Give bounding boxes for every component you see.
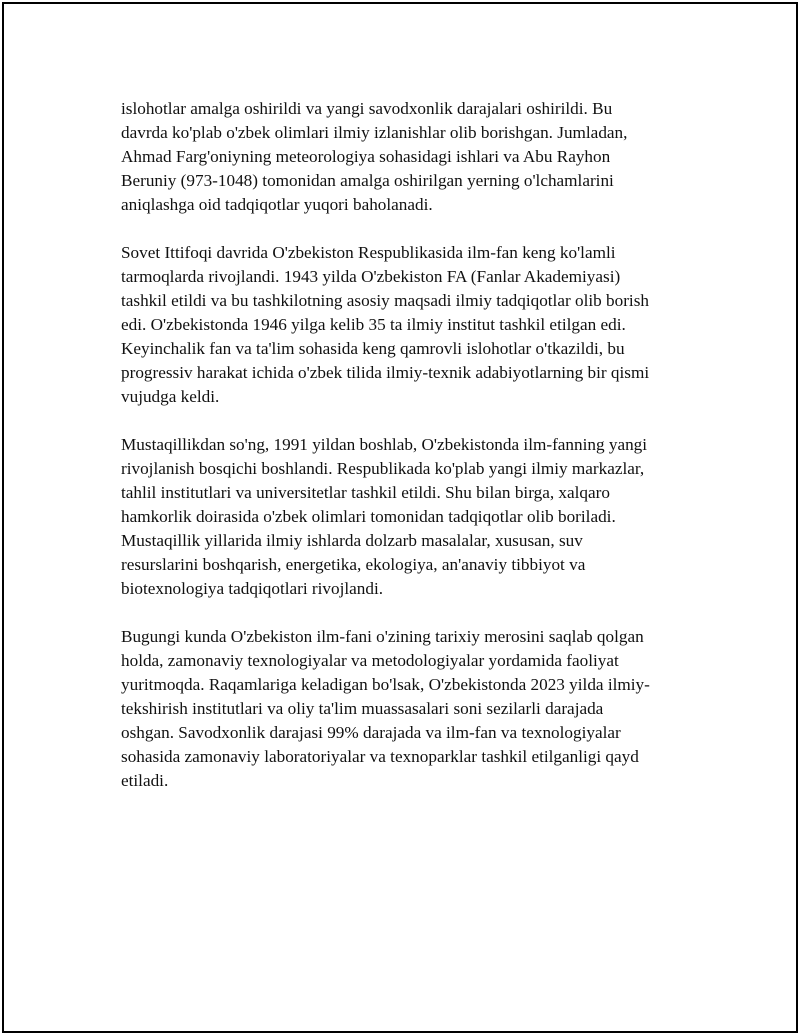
paragraph-4: Bugungi kunda O'zbekiston ilm-fani o'zining tarixiy merosini saqlab qolgan holda, zamonaviy texnologiyalar va metodologiyalar yordamida faoliyat yuritmoqda. Raqamlariga keladigan bo'lsak, O'zbekistonda 2023 yilda ilmiy- tekshirish institutlari va oliy ta'lim muassasalari soni sezilarli darajada oshgan. Savodxonlik darajasi 99% darajada va ilm-fan va texnologiyalar sohasida zamonaviy laboratoriyalar va texnoparklar tashkil etilganligi qayd etiladi.	[121, 627, 650, 790]
paragraph-2: Sovet Ittifoqi davrida O'zbekiston Respublikasida ilm-fan keng ko'lamli tarmoqlarda rivojlandi. 1943 yilda O'zbekiston FA (Fanlar Akademiyasi) tashkil etildi va bu tashkilotning asosiy maqsadi ilmiy tadqiqotlar olib borish edi. O'zbekistonda 1946 yilga kelib 35 ta ilmiy institut tashkil etilgan edi. Keyinchalik fan va ta'lim sohasida keng qamrovli islohotlar o'tkazildi, bu progressiv harakat ichida o'zbek tilida ilmiy-texnik adabiyotlarning bir qismi vujudga keldi.	[121, 243, 650, 406]
paragraph-1: islohotlar amalga oshirildi va yangi savodxonlik darajalari oshirildi. Bu davrda ko'plab o'zbek olimlari ilmiy izlanishlar olib borishgan. Jumladan, Ahmad Farg'oniyning meteorologiya sohasidagi ishlari va Abu Rayhon Beruniy (973-1048) tomonidan amalga oshirilgan yerning o'lchamlarini aniqlashga oid tadqiqotlar yuqori baholanadi.	[121, 99, 628, 214]
page-frame	[2, 2, 798, 1033]
document-body	[121, 97, 696, 817]
paragraph-3: Mustaqillikdan so'ng, 1991 yildan boshlab, O'zbekistonda ilm-fanning yangi rivojlanish bosqichi boshlandi. Respublikada ko'plab yangi ilmiy markazlar, tahlil institutlari va universitetlar tashkil etildi. Shu bilan birga, xalqaro hamkorlik doirasida o'zbek olimlari tomonidan tadqiqotlar olib boriladi. Mustaqillik yillarida ilmiy ishlarda dolzarb masalalar, xususan, suv resurslarini boshqarish, energetika, ekologiya, an'anaviy tibbiyot va biotexnologiya tadqiqotlari rivojlandi.	[121, 435, 648, 598]
